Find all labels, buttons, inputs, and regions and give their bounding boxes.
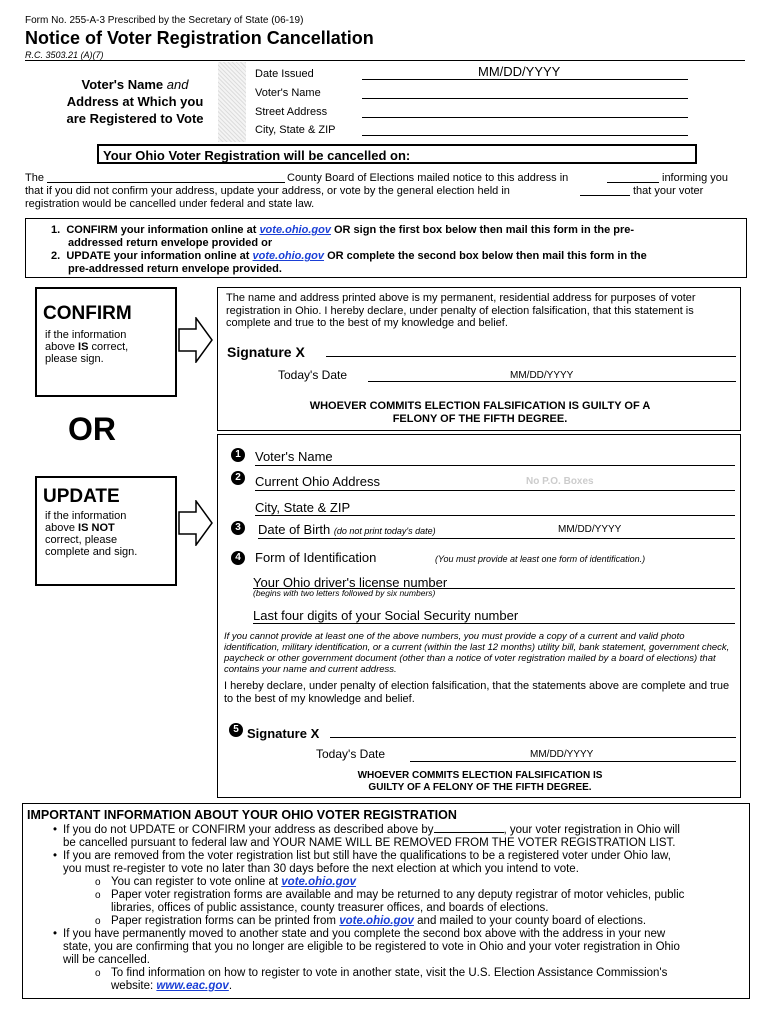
vote-ohio-link-1[interactable]: vote.ohio.gov	[259, 224, 331, 236]
statute-ref: R.C. 3503.21 (A)(7)	[25, 50, 104, 60]
important-info-box	[22, 803, 750, 999]
dl-note: (begins with two letters followed by six numbers)	[253, 588, 436, 598]
eac-link[interactable]: www.eac.gov	[156, 980, 229, 992]
date-issued-label: Date Issued	[255, 68, 314, 80]
confirm-date-label: Today's Date	[278, 368, 347, 382]
vote-ohio-link-4[interactable]: vote.ohio.gov	[339, 915, 414, 927]
current-address-line[interactable]	[255, 490, 735, 491]
header-rule	[25, 60, 745, 61]
update-warning: WHOEVER COMMITS ELECTION FALSIFICATION IS GUILTY OF A FELONY OF THE FIFTH DEGREE.	[357, 770, 603, 793]
list-item: o Paper registration forms can be printed from vote.ohio.gov and mailed to your county board of elections.	[23, 915, 749, 928]
notice-text-2b: that your voter	[633, 185, 704, 197]
notice-text-1c: informing you	[662, 172, 729, 184]
date-issued-line	[362, 79, 688, 80]
notice-text-1a: The	[25, 172, 44, 184]
form-number: Form No. 255-A-3 Prescribed by the Secretary of State (06-19)	[25, 15, 304, 26]
city-state-zip-label: City, State & ZIP	[255, 124, 336, 136]
confirm-date-line[interactable]	[368, 381, 736, 382]
update-section-box	[217, 434, 741, 798]
confirm-signature-label: Signature X	[227, 344, 305, 360]
city-state-zip-line	[362, 135, 688, 136]
cancel-date-box[interactable]	[97, 144, 697, 164]
update-city-line[interactable]	[255, 515, 735, 516]
deadline-blank[interactable]	[434, 832, 504, 833]
update-date-line[interactable]	[410, 761, 736, 762]
notice-text-1b: County Board of Elections mailed notice to this address in	[287, 172, 569, 184]
update-voters-name-label: Voter's Name	[255, 449, 333, 464]
confirm-date-value: MM/DD/YYYY	[510, 370, 574, 381]
update-arrow-icon	[178, 500, 214, 546]
instruction-1: 1. CONFIRM your information online at vote.ohio.gov OR sign the first box below then mail this form in the pre-	[51, 224, 635, 236]
date-issued-value: MM/DD/YYYY	[478, 64, 561, 79]
dob-value: MM/DD/YYYY	[558, 524, 622, 535]
form-id-note: (You must provide at least one form of identification.)	[435, 554, 646, 564]
address-window-shade	[218, 62, 246, 142]
update-city-label: City, State & ZIP	[255, 500, 351, 515]
vote-ohio-link-2[interactable]: vote.ohio.gov	[252, 250, 325, 262]
street-address-line	[362, 117, 688, 118]
update-signature-line[interactable]	[330, 737, 736, 738]
dob-line[interactable]	[258, 538, 735, 539]
update-label-box	[35, 476, 177, 586]
voter-block-label: Voter's Name and Address at Which you are Registered to Vote	[66, 77, 204, 126]
step-1-icon: 1	[231, 448, 245, 462]
street-address-label: Street Address	[255, 106, 328, 118]
confirm-warning: WHOEVER COMMITS ELECTION FALSIFICATION IS GUILTY OF A FELONY OF THE FIFTH DEGREE.	[309, 400, 651, 425]
ssn-line[interactable]	[253, 623, 735, 624]
update-declaration: I hereby declare, under penalty of election falsification, that the statements above are complete and true to the best of my knowledge and belief.	[224, 680, 730, 705]
confirm-label-box	[35, 287, 177, 397]
update-date-value: MM/DD/YYYY	[530, 749, 594, 760]
dl-label: Your Ohio driver's license number	[253, 575, 448, 590]
alt-id-note: If you cannot provide at least one of the above numbers, you must provide a copy of a current and valid photo identification, military identification, or a current (within the last 12 months) utility bill, bank statement, government check, paycheck or other government document (other than a notice of voter registration mailed by a board of elections) that contains your name and current address.	[224, 631, 730, 675]
or-label: OR	[68, 411, 116, 447]
confirm-subtext: if the information above IS correct, please sign.	[45, 329, 129, 365]
confirm-heading: CONFIRM	[43, 303, 132, 324]
form-id-label: Form of Identification	[255, 550, 377, 565]
list-item: o To find information on how to register to vote in another state, visit the U.S. Election Assistance Commission's website: www.eac.gov.	[23, 967, 749, 993]
cancel-date-label: Your Ohio Voter Registration will be cancelled on:	[103, 148, 411, 163]
update-subtext: if the information above IS NOT correct, please complete and sign.	[45, 510, 138, 558]
confirm-declaration: The name and address printed above is my permanent, residential address for purposes of voter registration in Ohio. I hereby declare, under penalty of election falsification, that this statement is complete and true to the best of my knowledge and belief.	[226, 292, 696, 329]
ssn-label: Last four digits of your Social Security number	[253, 608, 519, 623]
month-blank[interactable]	[607, 182, 659, 183]
no-po-boxes-note: No P.O. Boxes	[526, 476, 594, 487]
list-item: • If you are removed from the voter registration list but still have the qualifications to be a registered voter under Ohio law, you must re-register to vote no later than 30 days before the next election at which you intend to vote.	[23, 850, 749, 876]
notice-text-2a: that if you did not confirm your address, update your address, or vote by the general election held in	[25, 185, 510, 197]
confirm-section-box	[217, 287, 741, 431]
instruction-1-cont: addressed return envelope provided or	[68, 237, 273, 249]
instructions-box	[25, 218, 747, 278]
update-heading: UPDATE	[43, 486, 120, 507]
important-list	[23, 824, 749, 993]
county-blank[interactable]	[47, 182, 285, 183]
confirm-signature-line[interactable]	[326, 356, 736, 357]
important-heading: IMPORTANT INFORMATION ABOUT YOUR OHIO VOTER REGISTRATION	[27, 808, 457, 822]
form-title: Notice of Voter Registration Cancellation	[25, 28, 374, 48]
step-5-icon: 5	[229, 723, 243, 737]
update-signature-label: Signature X	[247, 726, 320, 741]
list-item: • If you do not UPDATE or CONFIRM your address as described above by , your voter registration in Ohio will be cancelled pursuant to federal law and YOUR NAME WILL BE REMOVED FROM THE VOTER REGISTRATION LIST.	[23, 824, 749, 850]
instruction-2: 2. UPDATE your information online at vote.ohio.gov OR complete the second box below then mail this form in the	[51, 250, 647, 262]
dob-label: Date of Birth (do not print today's date)	[258, 522, 436, 537]
current-address-label: Current Ohio Address	[255, 474, 381, 489]
voters-name-label: Voter's Name	[255, 87, 321, 99]
notice-text-3: registration would be cancelled under federal and state law.	[25, 198, 315, 210]
update-date-label: Today's Date	[316, 747, 385, 761]
list-item: • If you have permanently moved to another state and you complete the second box above with the address in your new state, you are confirming that you no longer are eligible to be registered to vote in Ohio and your voter registration in Ohio will be cancelled.	[23, 928, 749, 967]
voters-name-line	[362, 98, 688, 99]
instruction-2-cont: pre-addressed return envelope provided.	[68, 263, 282, 275]
update-voters-name-line[interactable]	[255, 465, 735, 466]
step-4-icon: 4	[231, 551, 245, 565]
vote-ohio-link-3[interactable]: vote.ohio.gov	[281, 876, 357, 888]
list-item: o You can register to vote online at vote.ohio.gov	[23, 876, 749, 889]
step-2-icon: 2	[231, 471, 245, 485]
list-item: o Paper voter registration forms are available and may be returned to any deputy registrar of motor vehicles, public libraries, offices of public assistance, county treasurer offices, and boards of elections.	[23, 889, 749, 915]
election-blank[interactable]	[580, 195, 630, 196]
step-3-icon: 3	[231, 521, 245, 535]
confirm-arrow-icon	[178, 317, 214, 363]
